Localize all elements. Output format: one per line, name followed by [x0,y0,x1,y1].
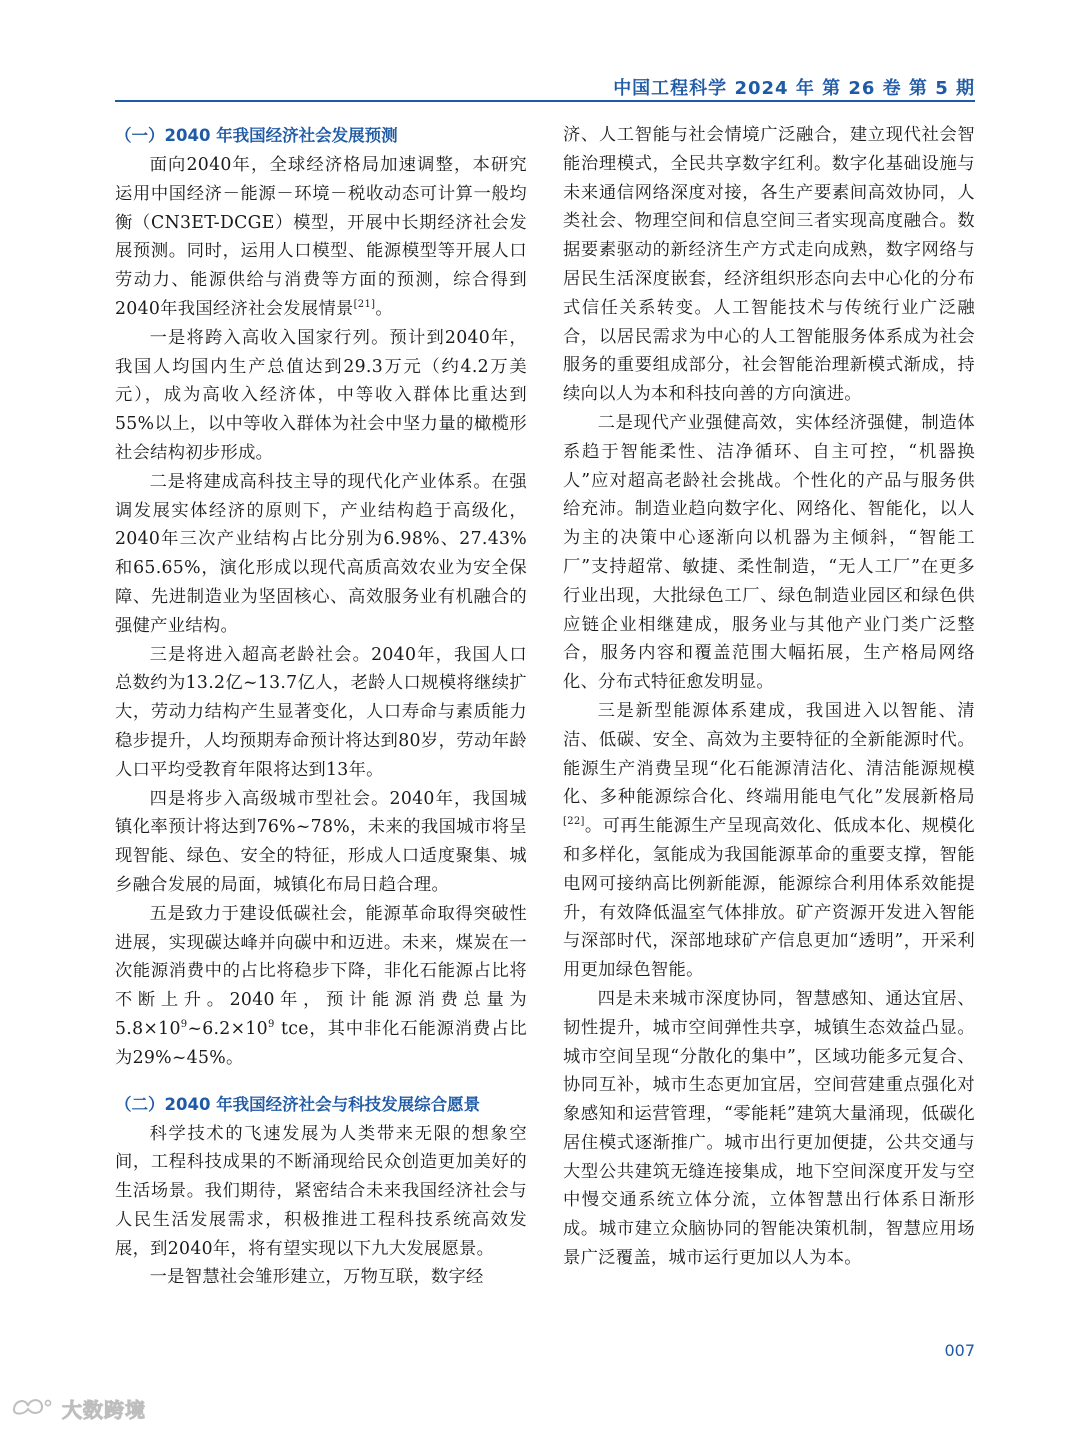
watermark [10,1395,146,1421]
paragraph [115,151,527,324]
paragraph-text: 面向2040年，全球经济格局加速调整，本研究运用中国经济－能源－环境－税收动态可计算一般均衡（CN3ET-DCGE）模型，开展中长期经济社会发展预测。同时，运用人口模型、能源模型等开展人口劳动力、能源供给与消费等方面的预测，综合得到2040年我国经济社会发展情景 [115,155,527,319]
citation-ref: [21] [353,299,376,311]
paragraph-text: 三是新型能源体系建成，我国进入以智能、清洁、低碳、安全、高效为主要特征的全新能源时代。能源生产消费呈现“化石能源清洁化、清洁能源规模化、多种能源综合化、终端用能电气化”发展新格局 [563,700,975,808]
paragraph [115,900,527,1073]
paragraph: 二是将建成高科技主导的现代化产业体系。在强调发展实体经济的原则下，产业结构趋于高级化，2040年三次产业结构占比分别为6.98%、27.43%和65.65%，演化形成以现代高质高效农业为安全保障、先进制造业为坚固核心、高效服务业有机融合的强健产业结构。 [115,471,527,636]
exponent: 9 [180,1019,188,1031]
paragraph: 一是将跨入高收入国家行列。预计到2040年，我国人均国内生产总值达到29.3万元（约4.2万美元），成为高收入经济体，中等收入群体比重达到55%以上，以中等收入群体为社会中坚力量的橄榄形社会结构初步形成。 [115,327,527,463]
section-heading-forecast: （一）2040 年我国经济社会发展预测 [115,126,398,145]
paragraph-text: tce，其中非化石能源消费占比为29%~45%。 [115,1018,527,1068]
paragraph: 四是将步入高级城市型社会。2040年，我国城镇化率预计将达到76%~78%，未来的我国城市将呈现智能、绿色、安全的特征，形成人口适度聚集、城乡融合发展的局面，城镇化布局日趋合理。 [115,788,527,895]
paragraph [563,697,975,985]
header-divider [115,100,975,102]
paragraph-text: 。可再生能源生产呈现高效化、低成本化、规模化和多样化，氢能成为我国能源革命的重要支撑，智能电网可接纳高比例新能源，能源综合利用体系效能提升，有效降低温室气体排放。矿产资源开发进入智能与深部时代，深部地球矿产信息更加“透明”，开采利用更加绿色智能。 [563,816,975,981]
exponent: 9 [267,1019,275,1031]
paragraph: 一是智慧社会雏形建立，万物互联，数字经 [149,1267,484,1288]
section-heading-vision: （二）2040 年我国经济社会与科技发展综合愿景 [115,1094,481,1114]
watermark-text: 大数跨境 [62,1397,146,1422]
logo-icon [10,1394,56,1422]
paragraph: 二是现代产业强健高效，实体经济强健，制造体系趋于智能柔性、洁净循环、自主可控，“机器换人”应对超高老龄社会挑战。个性化的产品与服务供给充沛。制造业趋向数字化、网络化、智能化，以人为主的决策中心逐渐向以机器为主倾斜，“智能工厂”支持超常、敏捷、柔性制造，“无人工厂”在更多行业出现，大批绿色工厂、绿色制造业园区和绿色供应链企业相继建成，服务业与其他产业门类广泛整合，服务内容和覆盖范围大幅拓展，生产格局网络化、分布式特征愈发明显。 [563,412,975,693]
paragraph-text: 五是致力于建设低碳社会，能源革命取得突破性进展，实现碳达峰并向碳中和迈进。未来，煤炭在一次能源消费中的占比将稳步下降，非化石能源占比将不断上升。2040年，预计能源消费总量为5.8×10 [115,903,527,1039]
citation-ref: [22] [563,816,585,828]
paragraph: 科学技术的飞速发展为人类带来无限的想象空间，工程科技成果的不断涌现给民众创造更加美好的生活场景。我们期待，紧密结合未来我国经济社会与人民生活发展需求，积极推进工程科技系统高效发展，到2040年，将有望实现以下九大发展愿景。 [115,1123,527,1259]
paragraph-continued: 济、人工智能与社会情境广泛融合，建立现代社会智能治理模式，全民共享数字红利。数字化基础设施与未来通信网络深度对接，各生产要素间高效协同，人类社会、物理空间和信息空间三者实现高度融合。数据要素驱动的新经济生产方式走向成熟，数字网络与居民生活深度嵌套，经济组织形态向去中心化的分布式信任关系转变。人工智能技术与传统行业广泛融合，以居民需求为中心的人工智能服务体系成为社会服务的重要组成部分，社会智能治理新模式渐成，持续向以人为本和科技向善的方向演进。 [563,125,975,405]
page-number: 007 [944,1341,975,1360]
paragraph: 四是未来城市深度协同，智慧感知、通达宜居、韧性提升，城市空间弹性共享，城镇生态效益凸显。城市空间呈现“分散化的集中”，区域功能多元复合、协同互补，城市生态更加宜居，空间营建重点强化对象感知和运营管理，“零能耗”建筑大量涌现，低碳化居住模式逐渐推广。城市出行更加便捷，公共交通与大型公共建筑无缝连接集成，地下空间深度开发与空中慢交通系统立体分流，立体智慧出行体系日渐形成。城市建立众脑协同的智能决策机制，智慧应用场景广泛覆盖，城市运行更加以人为本。 [563,988,975,1269]
paragraph: 三是将进入超高老龄社会。2040年，我国人口总数约为13.2亿~13.7亿人，老龄人口规模将继续扩大，劳动力结构产生显著变化，人口寿命与素质能力稳步提升，人均预期寿命预计将达到80岁，劳动年龄人口平均受教育年限将达到13年。 [115,644,527,780]
journal-header: 中国工程科学 2024 年 第 26 卷 第 5 期 [613,78,975,99]
left-column [115,121,527,1292]
paragraph-text: ~6.2×10 [187,1018,268,1039]
right-column [563,121,975,1273]
paragraph-text: 。 [375,298,393,319]
